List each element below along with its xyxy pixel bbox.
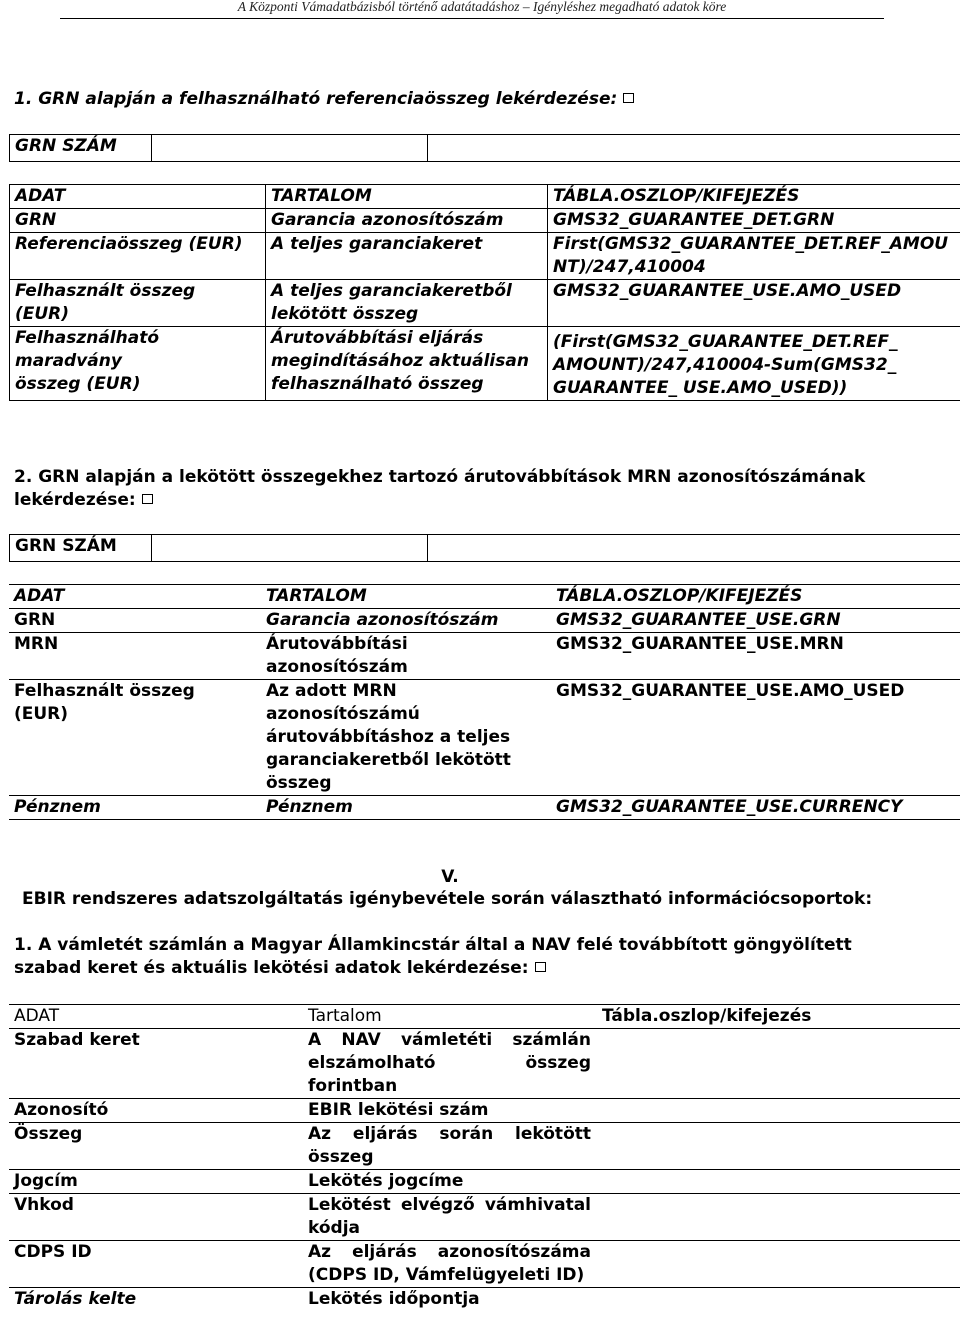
section3-heading	[14, 934, 894, 980]
table-row	[9, 1029, 960, 1099]
grn-number-label: GRN SZÁM	[10, 535, 152, 562]
column-header-adat: ADAT	[9, 585, 261, 609]
grn-number-input-extra[interactable]	[428, 135, 960, 162]
section3-heading-text: 1. A vámletét számlán a Magyar Államkincstár által a NAV felé továbbított göngyölített szabad keret és aktuális lekötési adatok lekérdezése:	[14, 935, 852, 978]
table-row	[9, 1194, 960, 1241]
section1-heading-text: 1. GRN alapján a felhasználható referenciaösszeg lekérdezése:	[14, 89, 618, 109]
section-roman-numeral: V.	[441, 867, 459, 887]
column-header-adat: ADAT	[9, 1005, 303, 1029]
grn-number-input[interactable]	[152, 135, 428, 162]
column-header-tabla: Tábla.oszlop/kifejezés	[597, 1005, 960, 1029]
column-header-adat: ADAT	[10, 185, 266, 209]
row-adat: Jogcím	[9, 1170, 303, 1194]
row-tabla: (First(GMS32_GUARANTEE_DET.REF_ AMOUNT)/247,410004-Sum(GMS32_ GUARANTEE_ USE.AMO_USED))	[548, 327, 960, 401]
table-row	[9, 680, 960, 796]
row-tabla: GMS32_GUARANTEE_USE.MRN	[551, 633, 960, 680]
row-tartalom: Az eljárás azonosítószáma (CDPS ID, Vámfelügyeleti ID)	[303, 1241, 597, 1288]
row-tabla	[597, 1099, 960, 1123]
table-row	[10, 327, 960, 401]
section1-heading	[14, 88, 634, 111]
row-adat: Felhasznált összeg (EUR)	[10, 280, 266, 327]
table-row	[9, 1241, 960, 1288]
row-tabla	[597, 1194, 960, 1241]
row-adat: MRN	[9, 633, 261, 680]
table-header-row	[9, 585, 960, 609]
row-adat: Felhasználható maradvány összeg (EUR)	[10, 327, 266, 401]
table-row	[10, 209, 960, 233]
row-tartalom: A NAV vámletéti számlán elszámolható összeg forintban	[303, 1029, 597, 1099]
row-adat: Szabad keret	[9, 1029, 303, 1099]
column-header-tabla: TÁBLA.OSZLOP/KIFEJEZÉS	[548, 185, 960, 209]
row-tartalom: Árutovábbítási azonosítószám	[261, 633, 551, 680]
row-adat: Vhkod	[9, 1194, 303, 1241]
section2-heading-text: 2. GRN alapján a lekötött összegekhez tartozó árutovábbítások MRN azonosítószámának lekérdezése:	[14, 467, 866, 510]
row-tabla: GMS32_GUARANTEE_USE.CURRENCY	[551, 796, 960, 820]
page-header: A Központi Vámadatbázisból történő adatátadáshoz – Igényléshez megadható adatok köre	[237, 0, 727, 14]
row-tabla: GMS32_GUARANTEE_USE.AMO_USED	[548, 280, 960, 327]
grn-number-label: GRN SZÁM	[10, 135, 152, 162]
row-tartalom: Árutovábbítási eljárás megindításához aktuálisan felhasználható összeg	[266, 327, 548, 401]
row-tabla	[597, 1288, 960, 1312]
row-adat: Referenciaösszeg (EUR)	[10, 233, 266, 280]
row-adat: Pénznem	[9, 796, 261, 820]
section3-title: EBIR rendszeres adatszolgáltatás igénybevétele során választható információcsoportok:	[22, 889, 873, 909]
row-tartalom: Lekötés jogcíme	[303, 1170, 597, 1194]
column-header-tartalom: TARTALOM	[266, 185, 548, 209]
checkbox-icon	[142, 494, 153, 504]
row-adat: GRN	[10, 209, 266, 233]
column-header-tartalom: TARTALOM	[261, 585, 551, 609]
row-adat: CDPS ID	[9, 1241, 303, 1288]
section1-grn-table	[9, 134, 960, 162]
row-tabla	[597, 1123, 960, 1170]
table-row	[9, 633, 960, 680]
row-adat: Tárolás kelte	[14, 1289, 137, 1309]
row-tabla	[597, 1029, 960, 1099]
table-header-row	[10, 185, 960, 209]
row-tabla: GMS32_GUARANTEE_USE.AMO_USED	[551, 680, 960, 796]
checkbox-icon	[623, 93, 634, 103]
row-tartalom: Garancia azonosítószám	[261, 609, 551, 633]
header-rule	[60, 18, 884, 19]
row-tabla: GMS32_GUARANTEE_USE.GRN	[551, 609, 960, 633]
section2-heading	[14, 466, 914, 512]
row-adat: Felhasznált összeg (EUR)	[9, 680, 261, 796]
section3-data-table	[9, 1004, 960, 1311]
grn-number-input[interactable]	[152, 535, 428, 562]
checkbox-icon	[535, 962, 546, 972]
row-tabla	[597, 1241, 960, 1288]
section2-grn-table	[9, 534, 960, 562]
row-tartalom: A teljes garanciakeret	[266, 233, 548, 280]
row-adat: Azonosító	[9, 1099, 303, 1123]
table-row	[9, 1288, 960, 1312]
row-tartalom: EBIR lekötési szám	[303, 1099, 597, 1123]
table-header-row	[9, 1005, 960, 1029]
table-row	[9, 1123, 960, 1170]
table-row	[9, 1099, 960, 1123]
table-row	[9, 609, 960, 633]
row-tartalom: Lekötés időpontja	[308, 1289, 480, 1309]
section2-data-table	[9, 584, 960, 820]
row-adat: GRN	[9, 609, 261, 633]
column-header-tartalom: Tartalom	[303, 1005, 597, 1029]
section1-data-table	[9, 184, 960, 401]
row-tabla: First(GMS32_GUARANTEE_DET.REF_AMOUNT)/247,410004	[548, 233, 960, 280]
table-row	[10, 233, 960, 280]
row-tartalom: A teljes garanciakeretből lekötött összeg	[266, 280, 548, 327]
table-row	[9, 796, 960, 820]
column-header-tabla: TÁBLA.OSZLOP/KIFEJEZÉS	[551, 585, 960, 609]
grn-number-input-extra[interactable]	[428, 535, 960, 562]
row-tartalom: Pénznem	[261, 796, 551, 820]
row-tartalom: Garancia azonosítószám	[266, 209, 548, 233]
table-row	[10, 280, 960, 327]
row-adat: Összeg	[9, 1123, 303, 1170]
row-tartalom: Lekötést elvégző vámhivatal kódja	[303, 1194, 597, 1241]
row-tartalom: Az adott MRN azonosítószámú árutovábbításhoz a teljes garanciakeretből lekötött összeg	[261, 680, 551, 796]
row-tabla: GMS32_GUARANTEE_DET.GRN	[548, 209, 960, 233]
table-row	[9, 1170, 960, 1194]
row-tabla	[597, 1170, 960, 1194]
row-tartalom: Az eljárás során lekötött összeg	[303, 1123, 597, 1170]
